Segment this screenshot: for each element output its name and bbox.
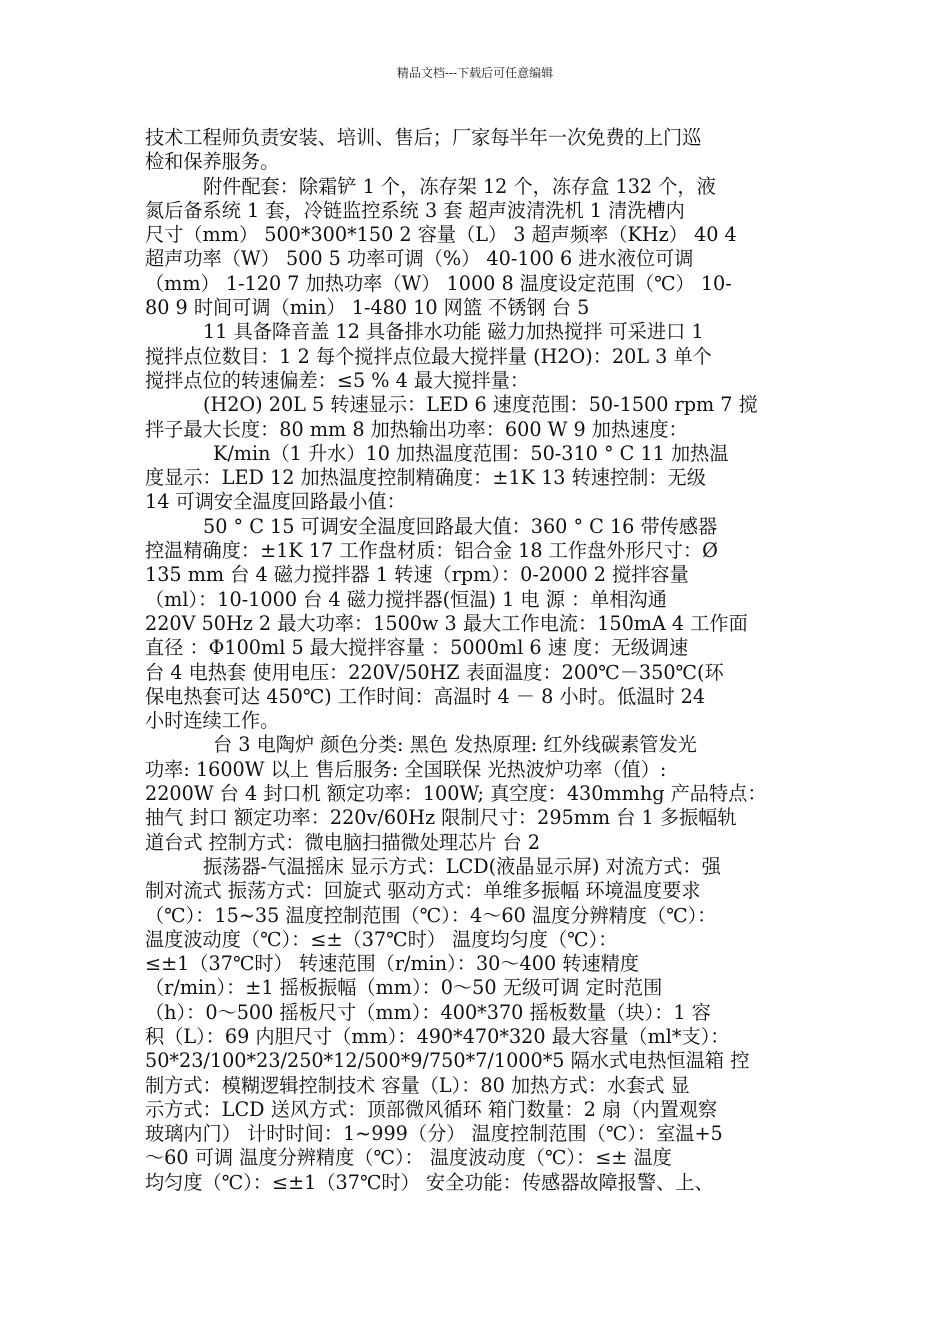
text-line: 制对流式 振荡方式：回旋式 驱动方式：单维多振幅 环境温度要求 bbox=[145, 879, 701, 903]
text-line: （ml）：10-1000 台 4 磁力搅拌器(恒温) 1 电 源 ：单相沟通 bbox=[145, 587, 667, 611]
text-line: 保电热套可达 450℃) 工作时间：高温时 4 － 8 小时。低温时 24 bbox=[145, 684, 706, 708]
text-line: （r/min）：±1 摇板振幅（mm）：0～50 无级可调 定时范围 bbox=[145, 976, 663, 1000]
text-line: 尺寸（mm） 500*300*150 2 容量（L） 3 超声频率（KHz） 40 4 bbox=[145, 223, 737, 247]
text-line: （℃）：15~35 温度控制范围（℃）：4～60 温度分辨精度（℃）： bbox=[145, 903, 717, 927]
text-line: （h）：0～500 摇板尺寸（mm）：400*370 摇板数量（块）：1 容 bbox=[145, 1000, 711, 1024]
text-line: 2200W 台 4 封口机 额定功率：100W; 真空度：430mmhg 产品特点： bbox=[145, 782, 767, 806]
text-line: 11 具备降音盖 12 具备排水功能 磁力加热搅拌 可采进口 1 bbox=[203, 320, 704, 344]
text-line: 功率: 1600W 以上 售后服务: 全国联保 光热波炉功率（值）: bbox=[145, 757, 667, 781]
text-line: 均匀度（℃）：≤±1（37℃时） 安全功能：传感器故障报警、上、 bbox=[145, 1170, 714, 1194]
text-line: 搅拌点位数目：1 2 每个搅拌点位最大搅拌量 (H2O)：20L 3 单个 bbox=[145, 344, 712, 368]
text-line: 抽气 封口 额定功率：220v/60Hz 限制尺寸：295mm 台 1 多振幅轨 bbox=[145, 806, 737, 830]
text-line: 220V 50Hz 2 最大功率：1500w 3 最大工作电流：150mA 4 工作面 bbox=[145, 611, 748, 635]
text-line: 14 可调安全温度回路最小值： bbox=[145, 490, 406, 514]
document-body bbox=[145, 126, 810, 1195]
text-line: 搅拌点位的转速偏差：≤5 % 4 最大搅拌量： bbox=[145, 368, 530, 392]
text-line: 台 4 电热套 使用电压：220V/50HZ 表面温度：200℃－350℃(环 bbox=[145, 660, 724, 684]
text-line: K/min（1 升水）10 加热温度范围：50-310 ° C 11 加热温 bbox=[213, 441, 729, 465]
text-line: 135 mm 台 4 磁力搅拌器 1 转速（rpm）：0-2000 2 搅拌容量 bbox=[145, 563, 689, 587]
text-line: 玻璃内门） 计时时间：1~999（分） 温度控制范围（℃）：室温+5 bbox=[145, 1122, 723, 1146]
text-line: 振荡器-气温摇床 显示方式：LCD(液晶显示屏) 对流方式：强 bbox=[203, 854, 721, 878]
text-line: 50 ° C 15 可调安全温度回路最大值：360 ° C 16 带传感器 bbox=[203, 514, 718, 538]
text-line: ～60 可调 温度分辨精度（℃）： 温度波动度（℃）：≤± 温度 bbox=[145, 1146, 672, 1170]
text-line: 技术工程师负责安装、培训、售后；厂家每半年一次免费的上门巡 bbox=[145, 126, 702, 149]
text-line: 温度波动度（℃）：≤±（37℃时） 温度均匀度（℃）： bbox=[145, 927, 618, 951]
text-line: (H2O) 20L 5 转速显示：LED 6 速度范围：50-1500 rpm 7 搅 bbox=[203, 393, 758, 417]
text-line: 制方式：模糊逻辑控制技术 容量（L）：80 加热方式：水套式 显 bbox=[145, 1073, 690, 1097]
text-line: 积（L）：69 内胆尺寸（mm）：490*470*320 最大容量（ml*支）： bbox=[145, 1024, 730, 1048]
text-line: 道台式 控制方式：微电脑扫描微处理芯片 台 2 bbox=[145, 830, 541, 854]
text-line: 拌子最大长度：80 mm 8 加热输出功率：600 W 9 加热速度： bbox=[145, 417, 688, 441]
text-line: 台 3 电陶炉 颜色分类: 黑色 发热原理: 红外线碳素管发光 bbox=[213, 733, 697, 757]
text-line: 度显示：LED 12 加热温度控制精确度：±1K 13 转速控制：无级 bbox=[145, 466, 706, 490]
text-line: 氮后备系统 1 套，冷链监控系统 3 套 超声波清洗机 1 清洗槽内 bbox=[145, 198, 685, 222]
text-line: 50*23/100*23/250*12/500*9/750*7/1000*5 隔水式电热恒温箱 控 bbox=[145, 1049, 750, 1073]
text-line: ≤±1（37℃时） 转速范围（r/min）：30～400 转速精度 bbox=[145, 952, 640, 976]
text-line: 示方式：LCD 送风方式：顶部微风循环 箱门数量：2 扇（内置观察 bbox=[145, 1097, 718, 1121]
text-line: 附件配套：除霜铲 1 个，冻存架 12 个，冻存盒 132 个，液 bbox=[203, 174, 716, 198]
text-line: （mm） 1-120 7 加热功率（W） 1000 8 温度设定范围（℃） 10- bbox=[145, 271, 732, 295]
text-line: 小时连续工作。 bbox=[145, 709, 280, 733]
text-line: 控温精确度：±1K 17 工作盘材质：铝合金 18 工作盘外形尺寸：Ø bbox=[145, 539, 718, 563]
text-line: 检和保养服务。 bbox=[145, 150, 280, 174]
text-line: 超声功率（W） 500 5 功率可调（%） 40-100 6 进水液位可调 bbox=[145, 247, 694, 271]
text-line: 直径 ：Φ100ml 5 最大搅拌容量 ：5000ml 6 速 度：无级调速 bbox=[145, 636, 689, 660]
page-header: 精品文档---下载后可任意编辑 bbox=[396, 66, 554, 80]
text-line: 80 9 时间可调（min） 1-480 10 网篮 不锈钢 台 5 bbox=[145, 296, 590, 320]
